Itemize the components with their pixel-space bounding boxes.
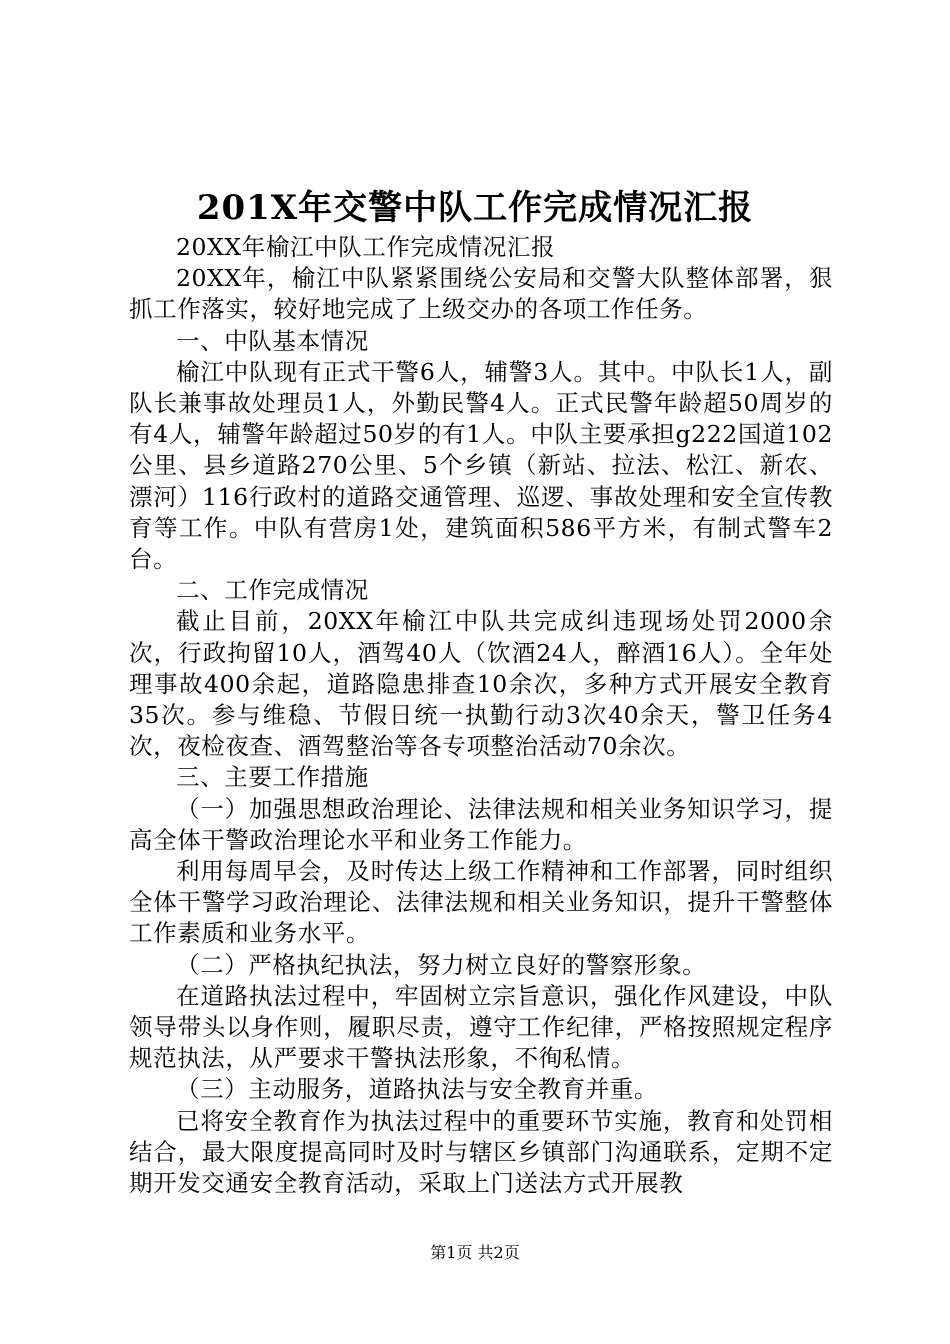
paragraph-measure-1: 利用每周早会，及时传达上级工作精神和工作部署，同时组织全体干警学习政治理论、法律法规和相关业务知识，提升干警整体工作素质和业务水平。	[129, 857, 833, 948]
section-heading-measures: 三、主要工作措施	[176, 763, 369, 792]
subheading-measure-2: （二）严格执纪执法，努力树立良好的警察形象。	[176, 950, 707, 979]
paragraph-measure-2: 在道路执法过程中，牢固树立宗旨意识，强化作风建设，中队领导带头以身作则，履职尽责，遵守工作纪律，严格按照规定程序规范执法，从严要求干警执法形象，不徇私情。	[129, 981, 833, 1073]
paragraph-subtitle: 20XX年榆江中队工作完成情况汇报	[176, 233, 556, 261]
section-heading-basic-info: 一、中队基本情况	[176, 326, 369, 355]
paragraph-measure-3: 已将安全教育作为执法过程中的重要环节实施，教育和处罚相结合，最大限度提高同时及时与辖区乡镇部门沟通联系，定期不定期开发交通安全教育活动，采取上门送法方式开展教	[129, 1106, 833, 1198]
paragraph-work-completion: 截止目前，20XX年榆江中队共完成纠违现场处罚2000余次，行政拘留10人，酒驾40人（饮酒24人，醉酒16人）。全年处理事故400余起，道路隐患排查10余次，多种方式开展安全教育35次。参与维稳、节假日统一执勤行动3次40余天，警卫任务4次，夜检夜查、酒驾整治等各专项整治活动70余次。	[129, 607, 833, 761]
subheading-measure-3: （三）主动服务，道路执法与安全教育并重。	[176, 1075, 658, 1104]
paragraph-basic-info: 榆江中队现有正式干警6人，辅警3人。其中。中队长1人，副队长兼事故处理员1人，外勤民警4人。正式民警年龄超50周岁的有4人，辅警年龄超过50岁的有1人。中队主要承担g222国道102公里、县乡道路270公里、5个乡镇（新站、拉法、松江、新农、漂河）116行政村的道路交通管理、巡逻、事故处理和安全宣传教育等工作。中队有营房1处，建筑面积586平方米，有制式警车2台。	[129, 357, 833, 574]
paragraph-intro: 20XX年，榆江中队紧紧围绕公安局和交警大队整体部署，狠抓工作落实，较好地完成了上级交办的各项工作任务。	[129, 264, 833, 324]
document-title: 201X年交警中队工作完成情况汇报	[196, 188, 754, 228]
subheading-measure-1: （一）加强思想政治理论、法律法规和相关业务知识学习，提高全体干警政治理论水平和业务工作能力。	[129, 794, 833, 854]
page-number-footer: 第1页 共2页	[430, 1243, 520, 1262]
document-body	[129, 232, 833, 1199]
section-heading-work-completion: 二、工作完成情况	[176, 576, 369, 605]
